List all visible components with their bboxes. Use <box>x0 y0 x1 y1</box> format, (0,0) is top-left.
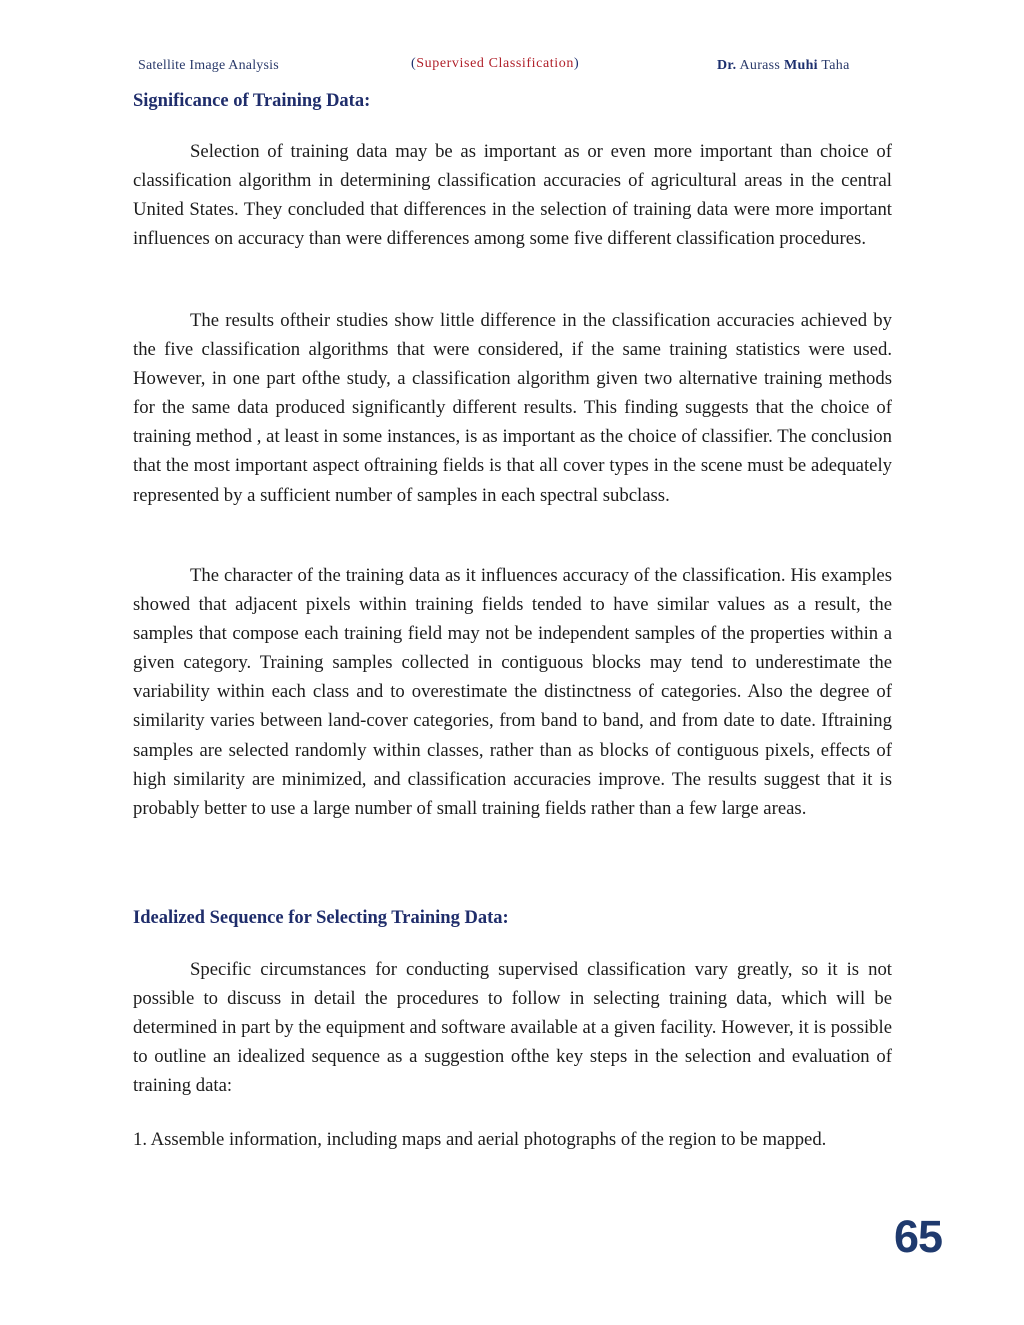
header-author-last: Taha <box>817 58 850 73</box>
header-author-middle: Muhi <box>783 58 818 73</box>
section-heading-significance: Significance of Training Data: <box>133 91 371 111</box>
header-topic-open-paren: ( <box>411 56 417 71</box>
header-topic-text: Supervised Classification <box>416 56 574 71</box>
page-header <box>0 57 1024 79</box>
paragraph-study-results: The results oftheir studies show little difference in the classification accuracies achieved by the five classification algorithms that were considered, if the same training statistics were used. However, in one part ofthe study, a classification algorithm given two alternative training methods for the same data produced significantly different results. This finding suggests that the choice of training method , at least in some instances, is as important as the choice of classifier. The conclusion that the most important aspect oftraining fields is that all cover types in the scene must be adequately represented by a sufficient number of samples in each spectral subclass. <box>133 310 892 506</box>
header-topic-close-paren: ) <box>573 56 580 71</box>
header-course-title: Satellite Image Analysis <box>138 58 279 73</box>
section-heading-idealized-sequence: Idealized Sequence for Selecting Training Data: <box>133 908 509 928</box>
header-author <box>717 58 850 74</box>
paragraph-training-character: The character of the training data as it influences accuracy of the classification. His examples showed that adjacent pixels within training fields tended to have similar values as a result, the samples that compose each training field may not be independent samples of the properties within a given category. Training samples collected in contiguous blocks may tend to underestimate the variability within each class and to overestimate the distinctness of categories. Also the degree of similarity varies between land-cover categories, from band to band, and from date to date. Iftraining samples are selected randomly within classes, rather than as blocks of contiguous pixels, effects of high similarity are minimized, and classification accuracies improve. The results suggest that it is probably better to use a large number of small training fields rather than a few large areas. <box>133 565 892 819</box>
paragraph-specific-circumstances: Specific circumstances for conducting supervised classification vary greatly, so it is not possible to discuss in detail the procedures to follow in selecting training data, which will be determined in part by the equipment and software available at a given facility. However, it is possible to outline an idealized sequence as a suggestion ofthe key steps in the selection and evaluation of training data: <box>133 959 892 1097</box>
header-author-first: Aurass <box>736 58 784 73</box>
page-number: 65 <box>893 1211 942 1262</box>
paragraph-training-selection: Selection of training data may be as important as or even more important than choice of classification algorithm in determining classification accuracies of agricultural areas in the central United States. They concluded that differences in the selection of training data were more important influences on accuracy than were differences among some five different classification procedures. <box>133 141 892 250</box>
header-author-title: Dr. <box>717 58 737 73</box>
header-topic <box>411 56 579 72</box>
list-item: 1. Assemble information, including maps and aerial photographs of the region to be mapped. <box>133 1129 827 1150</box>
